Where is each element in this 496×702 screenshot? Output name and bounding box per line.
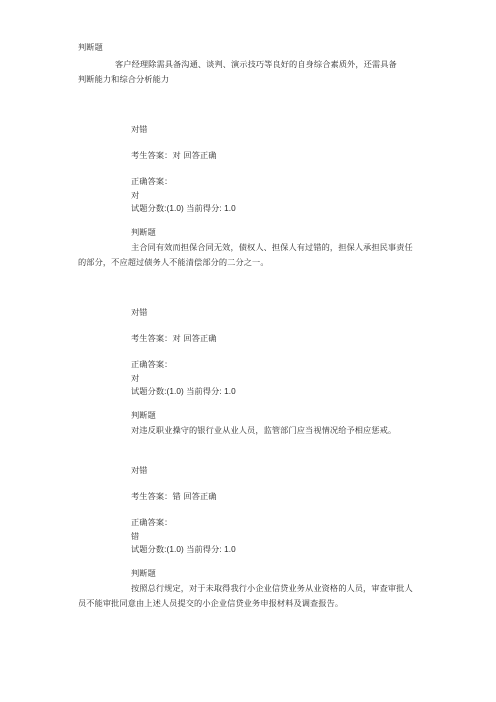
question-2-stem-line2: 的部分，不应超过债务人不能清偿部分的二分之一。 (78, 257, 269, 267)
question-3-answer: 考生答案：错 回答正确 (131, 491, 217, 501)
question-3-correct-value: 错 (131, 531, 140, 541)
question-2-answer: 考生答案：对 回答正确 (131, 333, 217, 343)
question-2-score: 试题分数:(1.0) 当前得分: 1.0 (131, 387, 236, 396)
question-1-type: 判断题 (78, 42, 103, 52)
question-2-type: 判断题 (131, 227, 156, 237)
question-4-stem-line1: 按照总行规定，对于未取得我行小企业信贷业务从业资格的人员，审查审批人 (131, 583, 413, 593)
question-3-options: 对错 (131, 465, 148, 475)
question-2-correct-value: 对 (131, 373, 140, 383)
question-3-score: 试题分数:(1.0) 当前得分: 1.0 (131, 545, 236, 554)
question-2-stem-line1: 主合同有效而担保合同无效，债权人、担保人有过错的，担保人承担民事责任 (131, 242, 413, 252)
question-2-options: 对错 (131, 307, 148, 317)
question-1-options: 对错 (131, 124, 148, 134)
question-1-stem-line2: 判断能力和综合分析能力 (78, 74, 170, 84)
question-1-correct-value: 对 (131, 190, 140, 200)
question-1-stem-line1: 客户经理除需具备沟通、谈判、演示技巧等良好的自身综合素质外，还需具备 (115, 59, 397, 69)
question-3-correct-label: 正确答案： (131, 517, 173, 527)
question-3-stem-line1: 对违反职业操守的银行业从业人员，监管部门应当视情况给予相应惩戒。 (131, 425, 397, 435)
question-3-type: 判断题 (131, 410, 156, 420)
question-4-type: 判断题 (131, 568, 156, 578)
question-1-correct-label: 正确答案： (131, 176, 173, 186)
question-1-score: 试题分数:(1.0) 当前得分: 1.0 (131, 204, 236, 213)
question-1-answer: 考生答案：对 回答正确 (131, 150, 217, 160)
question-4-stem-line2: 员不能审批同意由上述人员提交的小企业信贷业务申报材料及调查报告。 (78, 598, 344, 608)
question-2-correct-label: 正确答案： (131, 359, 173, 369)
